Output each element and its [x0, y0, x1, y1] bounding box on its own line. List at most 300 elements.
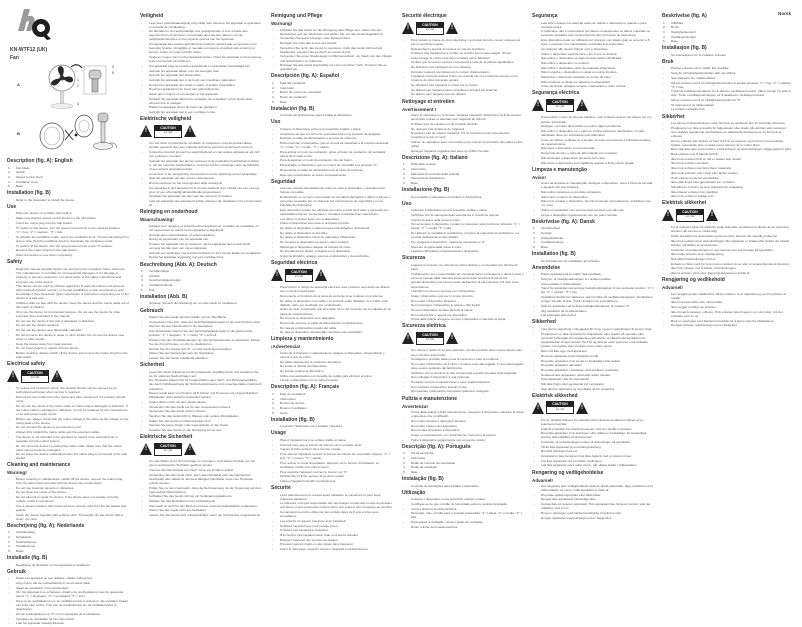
item-text: Do not use the device outdoors.	[16, 323, 60, 328]
item-text: Before cleaning or maintenance, switch off the device, remove the mains plug from the wall socket and wait until the device has cooled down.	[16, 476, 123, 486]
list-item	[662, 30, 792, 34]
item-text: Este dispositivo puede ser utilizado por niños a partir de 8 años y personas con capacidades físicas, sensoriales o mentales reducidas bajo supervisión.	[280, 207, 389, 216]
list-item	[532, 295, 654, 303]
item-text: Om het risico op elektrische schokken te voorkomen mag dit product alleen worden geopend door een erkende technicus wanneer onderhoud vereist is.	[149, 141, 254, 150]
list-item	[402, 162, 524, 166]
list-item	[140, 172, 262, 176]
item-text: Do not attempt to repair the device. If the device does not operate correctly, replace it with a new device.	[16, 495, 120, 504]
item-text: Apparatet kan bruges af børn fra 8 år og derover samt personer med nedsatte fysiske, sensoriske eller mentale evner under opsyn.	[541, 340, 648, 349]
item-text: Pale du ventilateur	[280, 391, 306, 396]
bullet-list	[271, 438, 393, 483]
list-item	[402, 249, 524, 253]
bullet-list	[271, 186, 393, 258]
list-item	[7, 170, 129, 174]
list-item	[662, 300, 792, 304]
list-item	[662, 194, 792, 198]
section-heading: Safety	[7, 259, 23, 266]
list-item	[402, 70, 524, 74]
list-item	[140, 301, 262, 305]
list-item	[271, 369, 393, 373]
item-text: Non lasciare il dispositivo incustodito quando è collegato.	[411, 389, 490, 394]
list-item	[532, 84, 654, 88]
item-text: Børn må ikke lege med apparatet.	[541, 349, 588, 354]
list-item	[402, 149, 524, 153]
list-item	[140, 181, 262, 185]
section-heading: Sécurité	[271, 485, 291, 491]
list-item	[271, 542, 393, 546]
list-item	[7, 435, 129, 443]
item-text: Sluk for apparatet ved at dreje hastighedsknappen til position "0".	[541, 303, 631, 308]
item-number: 3.	[8, 539, 11, 544]
item-text: Ikke bruk enheten i fuktige rom.	[671, 194, 715, 199]
item-text: Verificare che la tensione di rete corrisponda a quella riportata sulla targhetta.	[411, 370, 518, 375]
item-text: Usare il dispositivo solo per lo scopo previsto.	[411, 293, 474, 298]
bullet-list	[7, 477, 129, 521]
item-text: For å redusere faren for elektrisk sjokk skal dette produktet kun åpnes av en autorisert tekniker når service er nødvendig.	[671, 225, 789, 234]
item-text: Mantenha o dispositivo afastado de fontes de calor.	[541, 74, 612, 79]
list-item	[271, 438, 393, 442]
item-text: Only use the device for its intended purpose. Do not use the device for other purposes than described in the manual.	[16, 309, 121, 319]
warning-triangle-icon	[576, 402, 588, 414]
item-number: 1.	[8, 165, 11, 170]
list-item	[271, 424, 393, 428]
list-item	[402, 231, 524, 239]
list-item	[271, 285, 393, 293]
section-heading: Limpieza y mantenimiento	[271, 336, 334, 343]
list-item	[7, 211, 129, 215]
bullet-list	[662, 66, 792, 111]
column-2	[140, 11, 262, 518]
item-text: Verwenden Sie das Gerät nicht, wenn das Netzkabel oder der Netzstecker beschädigt oder defekt ist. Ein beschädigtes Netzkabel muss vom Hersteller ersetzt werden.	[149, 472, 254, 485]
warning-heading: Waarschuwing!	[140, 217, 174, 223]
item-text: To reduce risk of electric shock, this product should only be opened by an authorized technician when service is required.	[16, 386, 117, 395]
list-item	[140, 78, 262, 82]
item-text: De fabrikant is niet aansprakelijk voor gevolgschade of voor schade aan eigendommen of personen veroorzaakt door het niet naleven van de veiligheidsinstructies en het onjuiste gebruik van het apparaat.	[149, 29, 248, 42]
warning-triangle-icon	[184, 443, 196, 455]
list-item	[662, 139, 792, 147]
list-item	[662, 89, 792, 97]
item-text: Insert the mains plug into the wall socket.	[16, 220, 73, 225]
item-text: Lassen Sie das Gerät nicht unbeaufsichtigt, wenn der Netzstecker eingesteckt ist.	[149, 513, 261, 518]
list-item	[140, 274, 262, 278]
list-item	[271, 141, 393, 149]
caution-label	[271, 268, 393, 282]
figure-a-fan	[44, 62, 109, 115]
caution-box	[416, 22, 444, 35]
bullet-list	[140, 21, 262, 115]
list-item	[662, 319, 792, 323]
list-item	[402, 424, 524, 428]
list-item	[7, 166, 129, 170]
list-item	[271, 397, 393, 401]
section-heading: Instalación (fig. B)	[271, 105, 315, 112]
item-text: Verificare che la manopola della velocità sia in posizione spenta.	[411, 213, 500, 217]
item-text: Halten Sie das Gerät von Wärmequellen fern.	[149, 418, 212, 423]
list-item	[662, 176, 792, 180]
item-text: Utilize o dispositivo apenas para o fim a que se destina.	[541, 51, 618, 56]
list-item	[402, 222, 524, 230]
item-text: Botón de oscilación	[280, 94, 307, 99]
item-text: No deje el dispositivo desatendido mientras esté enchufado.	[280, 330, 363, 335]
list-item	[271, 226, 393, 230]
list-item	[402, 303, 524, 307]
item-text: Interrupteur	[280, 396, 296, 401]
list-item	[402, 47, 524, 51]
warning-triangle-icon	[7, 370, 19, 382]
section-heading: Seguridad	[271, 178, 296, 185]
item-text: N'utilisez pas l'appareil à l'extérieur.	[280, 528, 329, 533]
list-item	[662, 266, 792, 270]
section-heading: Elektrisk sikkerhet	[662, 200, 707, 207]
item-text: Lassen Sie das Gerät vollständig abkühlen.	[149, 356, 209, 360]
warning-triangle-icon	[402, 22, 414, 34]
item-text: Limpie el dispositivo con un paño húmedo.	[280, 378, 339, 383]
item-text: Dieses Gerät kann von Kindern ab 8 Jahren und Personen mit eingeschränkten Fähigkeiten unter Aufsicht verwendet werden.	[149, 391, 258, 400]
list-item	[402, 92, 524, 96]
list-item	[532, 190, 654, 194]
list-item	[140, 288, 262, 292]
list-item	[271, 330, 393, 334]
list-item	[271, 127, 393, 131]
list-item	[532, 359, 654, 363]
list-item	[271, 173, 393, 177]
list-item	[140, 97, 262, 105]
list-item	[271, 519, 393, 523]
bullet-list	[140, 315, 262, 360]
list-item	[7, 351, 129, 359]
list-item	[7, 549, 129, 553]
item-number: 3.	[141, 278, 144, 283]
list-item	[140, 110, 262, 114]
item-text: Steek de netstekker in het stopcontact.	[16, 585, 70, 590]
item-text: Clean the device regularly with a damp cloth. Thoroughly dry the device with a clean, dry cloth.	[16, 512, 123, 521]
list-item	[662, 35, 792, 39]
bullet-list	[402, 195, 524, 199]
item-number: 5.	[8, 549, 11, 554]
list-item	[662, 292, 792, 300]
caution-title: CAUTION	[417, 333, 443, 338]
item-text: Disconnect the product from the mains and other equipment if a problem should occur.	[16, 394, 126, 403]
item-text: No utilice el dispositivo si el cable o el enchufe están dañados. Si el cable está dañado, debe ser sustituido por el fabricante.	[280, 298, 388, 307]
item-text: Desligue o produto da tomada se ocorrer algum problema.	[541, 124, 622, 129]
item-text: Hold apparatet væk fra varmekilder.	[541, 377, 591, 382]
item-text: Insérez la fiche secteur dans la prise murale.	[280, 447, 342, 452]
bullet-list	[532, 484, 654, 520]
item-text: Frakobl produktet fra strømforsyningen, hvis der opstår et problem.	[541, 426, 633, 431]
list-item	[532, 445, 654, 449]
item-text: Non usare il dispositivo all'aperto.	[411, 298, 457, 303]
list-item	[532, 236, 654, 240]
section-heading: Bruk	[662, 58, 674, 65]
item-text: Não utilize o dispositivo se alguma peça estiver danificada.	[541, 56, 622, 61]
list-item	[532, 387, 654, 391]
item-text: Base	[671, 39, 679, 44]
exclamation-icon: !	[581, 102, 583, 109]
item-text: Vérifiez que la tension secteur correspond à celle de la plaque signalétique.	[411, 60, 515, 65]
list-item	[402, 461, 524, 465]
list-item	[402, 74, 524, 82]
list-item	[7, 226, 129, 230]
item-text: Non tentare di riparare il dispositivo.	[411, 428, 461, 433]
caution-label	[532, 98, 654, 112]
item-text: Ikke koble enheten til en skjøteledning.	[671, 252, 725, 257]
item-text: N'immergez pas l'appareil dans l'eau ou d'autres liquides.	[280, 532, 359, 537]
item-text: Non pulire l'interno del dispositivo.	[411, 423, 458, 428]
list-item	[271, 447, 393, 451]
item-text: Refer to the illustration to install the device.	[16, 197, 75, 202]
list-item	[532, 382, 654, 386]
item-text: Inserire la spina nella presa a muro.	[411, 217, 461, 222]
list-item	[402, 218, 524, 222]
list-item	[271, 217, 393, 221]
list-item	[7, 504, 129, 512]
caution-box	[154, 443, 182, 456]
list-item	[662, 305, 792, 309]
item-text: Kontroller at nettspenningen er den samme som spenningen på typeskiltet.	[671, 247, 774, 252]
item-text: Versuchen Sie nicht, das Gerät zu reparieren. Falls das Gerät nicht korrekt funktioniert, ersetzen Sie es durch ein neues Gerät.	[280, 45, 383, 54]
list-item	[532, 61, 654, 65]
item-text: Ne placez pas l'appareil près de rideaux.	[411, 92, 467, 97]
list-item	[532, 282, 654, 286]
item-text: The device is not intended to be operated by means of an external timer or separate remote-control system.	[16, 434, 119, 443]
item-text: O fabricante não é responsável por danos consequentes ou danos materiais ou pessoais causados pelo incumprimento das instruções de segurança.	[541, 29, 651, 38]
item-text: La enheten avkjøles helt.	[671, 107, 706, 112]
item-text: Non inserire dita o oggetti nel dispositivo.	[411, 312, 468, 317]
item-text: Plaats het apparaat op een stabiele, vlakke ondergrond.	[16, 576, 93, 581]
warning-heading: Avvertenza!	[402, 403, 428, 409]
bullet-list	[7, 198, 129, 202]
bullet-list	[532, 327, 654, 391]
item-text: Bouton d'oscillation	[280, 406, 307, 411]
section-heading: Beskrivelse (fig. A): Dansk	[532, 218, 595, 225]
item-number: 4.	[8, 179, 11, 184]
item-number: 4.	[533, 240, 536, 245]
item-text: Sørg for, at hastighedsknappen er i slukket position.	[541, 276, 613, 281]
item-text: Speed control knob	[16, 174, 43, 179]
list-item	[140, 347, 262, 351]
item-text: Hastighetskontroll	[671, 29, 696, 34]
bullet-list	[271, 493, 393, 552]
list-item	[7, 486, 129, 490]
item-text: Oszillationsknopf	[149, 283, 173, 288]
item-text: Schakel het apparaat altijd uit en verwijder de netstekker uit het stopcontact alvorens het te reinigen.	[149, 96, 253, 105]
list-item	[140, 486, 262, 494]
list-item	[402, 438, 524, 442]
item-text: No conecte el dispositivo a un alargador.	[280, 316, 336, 321]
list-item	[271, 524, 393, 528]
caution-title: CAUTION	[417, 23, 443, 28]
item-text: Schalten Sie das Gerät vor der Reinigung immer aus.	[149, 428, 223, 433]
item-text: Rengør ikke apparatets indvendige dele.	[541, 497, 597, 502]
item-text: Verwenden Sie das Gerät nicht im Freien.	[149, 409, 207, 414]
item-text: Zorg ervoor dat de snelheidsknop in de uit-stand staat.	[16, 581, 91, 585]
item-text: Steek geen vingers of voorwerpen in het apparaat.	[149, 91, 219, 96]
item-text: N'utilisez pas l'appareil si le cordon ou la fiche sont endommagés. S'il est endommagé, le cordon doit être remplacé par le fabricant.	[411, 51, 511, 60]
item-text: Leia este manual com atenção antes de utilizar o dispositivo e guarde-o para consulta futura.	[541, 20, 647, 29]
list-item	[271, 351, 393, 359]
bullet-list	[402, 484, 524, 488]
list-item	[140, 378, 262, 390]
item-text: Do not use the device if any part is damaged or defective.	[16, 318, 95, 323]
item-text: Slå alltid av enheten og ta ut støpselet før rengjøring.	[671, 184, 744, 189]
list-item	[7, 599, 129, 611]
list-item	[7, 586, 129, 590]
item-text: Insira a ficha na tomada eléctrica.	[411, 506, 458, 511]
caution-subtitle: RISK OF ELECTRIC SHOCK DO NOT OPEN	[548, 407, 572, 411]
item-text: Placer apparatet på en stabil, flad overflade.	[541, 272, 602, 277]
warning-heading: Aviso!	[532, 174, 546, 180]
list-item	[662, 234, 792, 238]
list-item	[532, 463, 654, 467]
list-item	[271, 307, 393, 315]
item-text: Base	[411, 181, 419, 186]
item-text: Switch	[16, 170, 26, 175]
bullet-list	[402, 410, 524, 442]
bullet-list	[402, 497, 524, 529]
item-text: Reinigen Sie das Gerät regelmäßig mit einem feuchten Tuch. Trocknen Sie es gründlich ab.	[280, 63, 387, 72]
item-text: Laat het apparaat volledig afkoelen.	[16, 621, 66, 626]
list-item	[271, 150, 393, 158]
list-item	[140, 370, 262, 378]
item-number: 5.	[141, 287, 144, 292]
list-item	[402, 113, 524, 121]
item-text: Verplaats het apparaat niet door aan het netsnoer te trekken.	[149, 194, 233, 199]
list-item	[7, 184, 129, 188]
list-item	[7, 617, 129, 621]
list-item	[532, 277, 654, 281]
list-item	[7, 490, 129, 494]
list-item	[402, 470, 524, 474]
section-heading: Rengøring og vedligeholdelse	[532, 469, 604, 476]
list-item	[402, 433, 524, 437]
list-item	[7, 267, 129, 271]
list-item	[532, 502, 654, 510]
item-text: Les enfants ne doivent pas jouer avec l'appareil.	[280, 518, 347, 523]
item-number: 2.	[8, 535, 11, 540]
list-item	[271, 54, 393, 62]
item-text: Koble produktet fra strømnettet og annet utstyr dersom det oppstår problemer.	[671, 234, 778, 239]
item-text: Para apagar el dispositivo, gire el control de velocidad a la posición "0".	[280, 163, 378, 168]
item-text: Deje que el dispositivo se enfríe completamente.	[280, 172, 347, 177]
item-text: To switch on the device, turn the speed control knob to the required position:	[16, 225, 121, 230]
item-text: Interruptor	[280, 85, 295, 90]
list-item	[271, 479, 393, 483]
list-item	[271, 28, 393, 36]
list-item	[7, 590, 129, 598]
list-item	[402, 131, 524, 139]
list-item	[271, 378, 393, 382]
item-text: N'utilisez pas de solvants ou de produits abrasifs.	[411, 121, 479, 126]
list-item	[402, 525, 524, 529]
item-text: Srotolare sempre completamente il cavo di alimentazione.	[411, 380, 491, 385]
item-text: Tilslut ikke apparatet til en forlængerledning.	[541, 444, 602, 449]
item-text: Asegúrese de que el control de velocidad esté en la posición de apagado.	[280, 131, 382, 136]
item-text: Tænd for apparatet ved at dreje hastighedsknappen til den ønskede position: "1" = lav, "2" = middel, "3" = høj.	[541, 286, 654, 295]
item-text: No mueva el dispositivo tirando del cable.	[280, 325, 338, 330]
item-text: Gebruik geen oplosmiddelen of schuurmiddelen.	[149, 232, 216, 237]
item-text: Oscillationsknap	[541, 240, 564, 245]
section-heading: Sicurezza elettrica	[402, 323, 446, 330]
item-text: Lasciare raffreddare completamente il dispositivo.	[411, 249, 480, 254]
item-text: Læs denne vejledning omhyggeligt før brug, og gem vejledningen til senere brug.	[541, 326, 653, 331]
item-text: Do not connect the device to an extension cord.	[16, 425, 82, 430]
item-text: Verwenden Sie das Gerät nur für den vorgesehenen Zweck.	[149, 404, 232, 409]
column-6	[662, 11, 792, 328]
item-text: Stecken Sie keine Finger oder Gegenstände in das Gerät.	[149, 423, 229, 428]
exclamation-icon: !	[145, 128, 147, 135]
item-text: Antes de limpar, desligue sempre o dispositivo e retire a ficha.	[541, 84, 626, 89]
item-number: 3.	[403, 171, 406, 176]
list-item	[402, 140, 524, 148]
exclamation-icon: !	[320, 272, 322, 279]
bullet-list	[532, 115, 654, 164]
parts-list	[402, 451, 524, 474]
list-item	[532, 427, 654, 431]
list-item	[662, 262, 792, 266]
item-text: Brug ikke opløsningsmidler eller slibemidler.	[541, 492, 602, 497]
item-text: Tenere il dispositivo lontano da fonti di calore.	[411, 308, 474, 312]
list-item	[140, 73, 262, 77]
item-text: L'appareil n'est pas destiné à être commandé par une minuterie externe ou un système de télécommande séparé.	[411, 74, 518, 83]
list-item	[402, 456, 524, 460]
item-text: Usare un aspirapolvere con spazzola per rimuovere la polvere.	[411, 432, 497, 437]
list-item	[402, 195, 524, 199]
list-item	[271, 321, 393, 325]
item-text: Ikke rengjør innsiden av enheten.	[671, 305, 717, 310]
item-text: Bruk en støvsuger med børstemunnstykke for å fjerne støv fra viftebladene.	[671, 318, 775, 323]
list-item	[532, 240, 654, 244]
item-number: 4.	[663, 34, 666, 39]
list-item	[271, 493, 393, 501]
list-item	[402, 122, 524, 126]
item-text: Lees deze gebruiksaanwijzing zorgvuldig door alvorens het apparaat te gebruiken en bewaar de handleiding.	[149, 20, 261, 29]
warning-triangle-icon	[662, 209, 674, 221]
list-item	[271, 136, 393, 140]
section-heading: Segurança eléctrica	[532, 90, 580, 97]
item-text: Brug ikke apparatet i nærheden af brændbare materialer.	[541, 367, 620, 372]
list-item	[402, 308, 524, 312]
item-text: No utilice el dispositivo cerca de materiales inflamables.	[280, 235, 357, 240]
item-text: Socle	[280, 410, 288, 415]
item-text: Não limpe o interior do dispositivo.	[541, 194, 589, 199]
item-text: Certifique-se de que o botão de velocidade está na posição desligada.	[411, 501, 508, 506]
item-text: Rengjør enheten regelmessig med en fuktig klut.	[671, 323, 738, 328]
list-item	[662, 81, 792, 89]
list-item	[662, 53, 792, 57]
list-item	[140, 199, 262, 207]
item-text: Oscillationsfunktionen aktiveres ved at trykke på oscillationsknappen. Ventilatoren svinger fra side til side. Træk i knappen for at deaktivere.	[541, 295, 653, 304]
list-item	[140, 315, 262, 319]
item-text: Brug ikke apparatet, hvis en del er beskadiget eller defekt.	[541, 358, 621, 363]
list-item	[402, 289, 524, 293]
parts-list	[140, 269, 262, 292]
section-heading: Instalação (fig. B)	[402, 476, 444, 483]
list-item	[140, 150, 262, 158]
item-text: Ikke bruk enheten utendørs.	[671, 161, 710, 166]
list-item	[662, 66, 792, 70]
item-text: Hastighedsknap	[541, 235, 564, 240]
list-item	[662, 248, 792, 252]
item-text: Per spegnere il dispositivo, ruotare la manopola su "0".	[411, 239, 487, 244]
list-item	[7, 535, 129, 539]
exclamation-icon: !	[407, 25, 409, 31]
hq-logo	[10, 7, 56, 48]
item-text: Kinderen mogen niet met het apparaat spelen. Houd het apparaat en het netsnoer buiten het bereik van kinderen.	[149, 55, 262, 64]
exclamation-icon: !	[711, 212, 713, 219]
list-item	[271, 245, 393, 249]
warning-triangle-icon	[446, 332, 458, 344]
list-item	[532, 138, 654, 146]
